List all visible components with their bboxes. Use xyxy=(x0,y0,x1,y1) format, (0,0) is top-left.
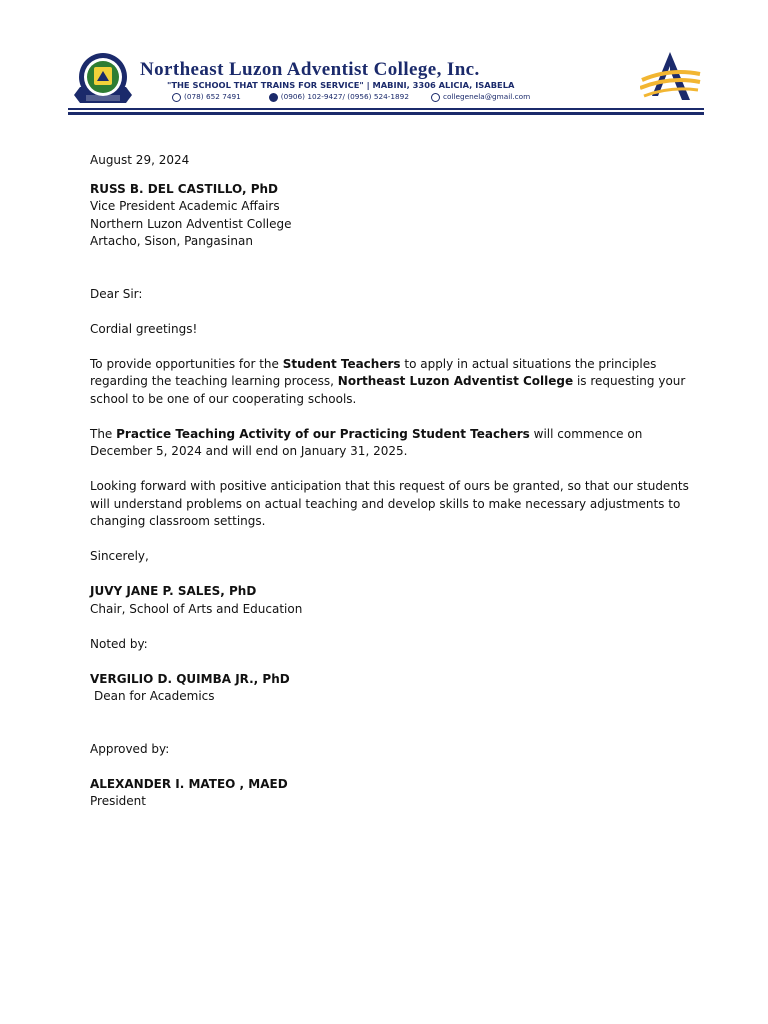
college-seal-icon xyxy=(70,51,136,107)
closing: Sincerely, xyxy=(90,549,149,563)
email-icon xyxy=(431,93,440,102)
paragraph-3: Looking forward with positive anticipation that this request of ours be granted, so that our students will understand problems on actual teaching and develop skills to make necessary adjustments to changing classroom settings. xyxy=(90,479,689,528)
adventist-emblem-icon xyxy=(640,50,702,106)
greeting: Cordial greetings! xyxy=(90,321,198,336)
mobile-numbers: (0906) 102-9427/ (0956) 524-1892 xyxy=(280,92,409,101)
signatory-3 xyxy=(90,776,690,811)
emphasis-student-teachers: Student Teachers xyxy=(282,356,401,371)
mobile-contact xyxy=(269,92,409,102)
recipient-address: Artacho, Sison, Pangasinan xyxy=(90,234,253,248)
phone-number: (078) 652 7491 xyxy=(184,92,241,101)
email-contact xyxy=(431,92,530,102)
contact-row xyxy=(172,92,640,102)
salutation: Dear Sir: xyxy=(90,286,143,301)
recipient-title: Vice President Academic Affairs xyxy=(90,199,280,213)
signatory-2-name: VERGILIO D. QUIMBA JR., PhD xyxy=(90,671,290,686)
letter-body xyxy=(90,152,690,811)
college-name: Northeast Luzon Adventist College, Inc. xyxy=(140,59,480,80)
approved-by-label: Approved by: xyxy=(90,741,170,756)
email-address: collegenela@gmail.com xyxy=(442,92,531,101)
signatory-3-title: President xyxy=(90,794,146,808)
signatory-1-name: JUVY JANE P. SALES, PhD xyxy=(90,584,257,598)
signatory-1-title: Chair, School of Arts and Education xyxy=(90,601,303,616)
phone-contact xyxy=(172,92,241,102)
signatory-3-name: ALEXANDER I. MATEO , MAED xyxy=(90,776,288,791)
recipient-block xyxy=(90,181,690,251)
letterhead xyxy=(68,48,704,118)
noted-by-label: Noted by: xyxy=(90,636,148,651)
college-tagline: "THE SCHOOL THAT TRAINS FOR SERVICE" | MABINI, 3306 ALICIA, ISABELA xyxy=(167,80,515,90)
letterhead-rule-bottom xyxy=(68,112,704,115)
recipient-name: RUSS B. DEL CASTILLO, PhD xyxy=(90,181,278,196)
recipient-institution: Northern Luzon Adventist College xyxy=(90,216,292,231)
signatory-1 xyxy=(90,583,690,618)
emphasis-college-name: Northeast Luzon Adventist College xyxy=(337,374,574,388)
letterhead-rule-top xyxy=(68,108,704,110)
signatory-2 xyxy=(90,671,690,706)
emphasis-activity: Practice Teaching Activity of our Practicing Student Teachers xyxy=(116,426,530,441)
mobile-phone-icon xyxy=(269,93,278,102)
signatory-2-title: Dean for Academics xyxy=(94,689,215,703)
paragraph-1: To provide opportunities for the Student Teachers to apply in actual situations the principles regarding the teaching learning process, Northeast Luzon Adventist College is requesting your school to be one of our cooperating schools. xyxy=(90,356,686,406)
letter-date: August 29, 2024 xyxy=(90,153,190,167)
letterhead-text xyxy=(140,60,640,102)
paragraph-2: The Practice Teaching Activity of our Practicing Student Teachers will commence on December 5, 2024 and will end on January 31, 2025. xyxy=(90,426,643,458)
phone-icon xyxy=(172,93,181,102)
